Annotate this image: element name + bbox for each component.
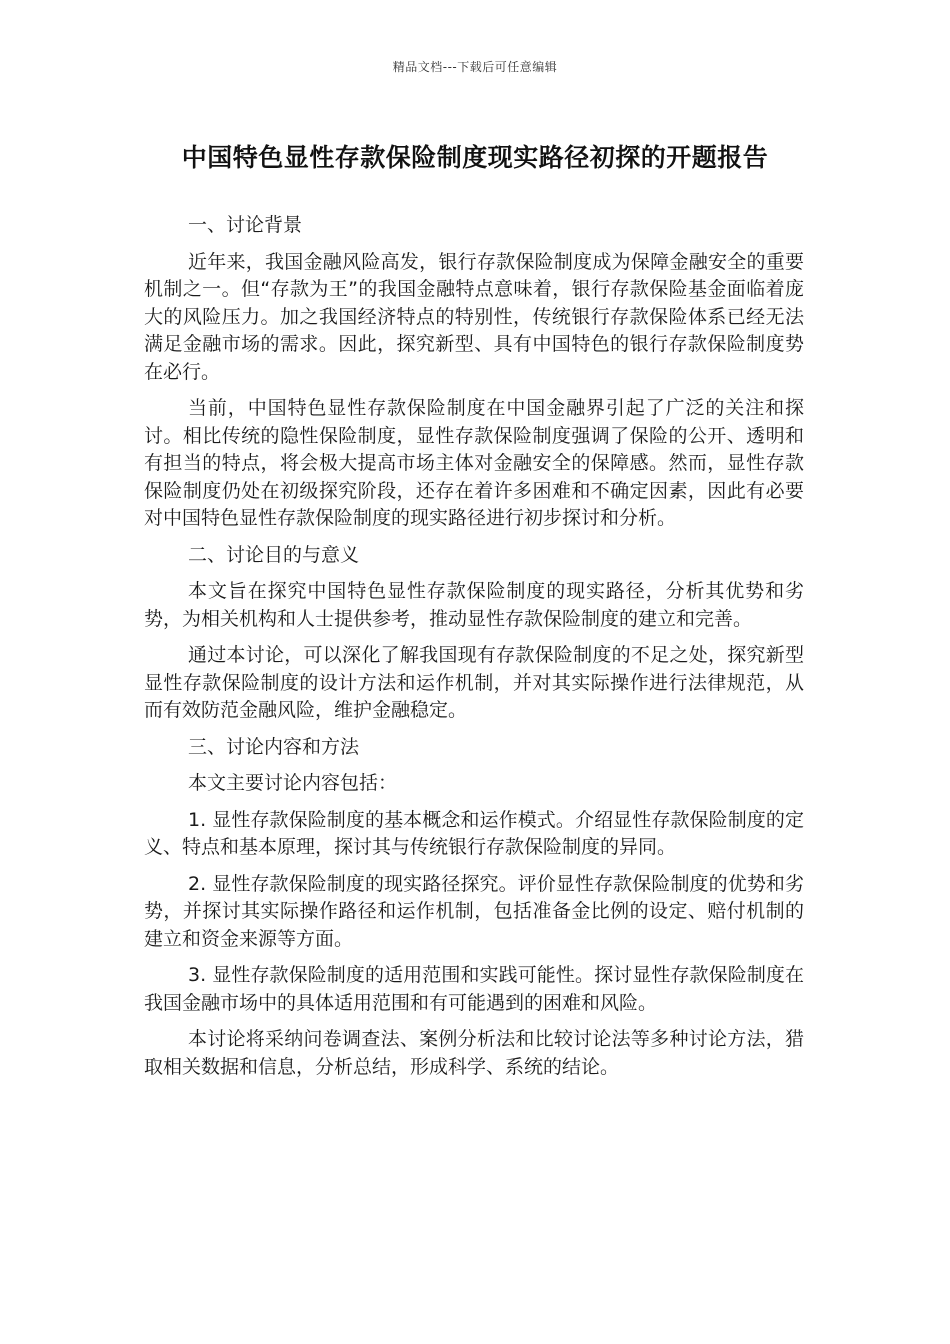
header-note: 精品文档---下载后可任意编辑 <box>392 60 558 74</box>
paragraph-purpose-2: 通过本讨论，可以深化了解我国现有存款保险制度的不足之处，探究新型显性存款保险制度的设计方法和运作机制，并对其实际操作进行法律规范，从而有效防范金融风险，维护金融稳定。 <box>144 644 804 721</box>
section-heading-purpose: 二、讨论目的与意义 <box>188 543 360 566</box>
paragraph-methods: 本讨论将采纳问卷调查法、案例分析法和比较讨论法等多种讨论方法，猎取相关数据和信息，分析总结，形成科学、系统的结论。 <box>144 1028 804 1078</box>
paragraph-background-1: 近年来，我国金融风险高发，银行存款保险制度成为保障金融安全的重要机制之一。但“存款为王”的我国金融特点意味着，银行存款保险基金面临着庞大的风险压力。加之我国经济特点的特别性，传统银行存款保险体系已经无法满足金融市场的需求。因此，探究新型、具有中国特色的银行存款保险制度势在必行。 <box>144 250 804 383</box>
paragraph-content-item-2: 2. 显性存款保险制度的现实路径探究。评价显性存款保险制度的优势和劣势，并探讨其实际操作路径和运作机制，包括准备金比例的设定、赔付机制的建立和资金来源等方面。 <box>144 872 804 950</box>
section-heading-content: 三、讨论内容和方法 <box>188 735 360 758</box>
paragraph-purpose-1: 本文旨在探究中国特色显性存款保险制度的现实路径，分析其优势和劣势，为相关机构和人士提供参考，推动显性存款保险制度的建立和完善。 <box>144 580 804 630</box>
paragraph-background-2: 当前，中国特色显性存款保险制度在中国金融界引起了广泛的关注和探讨。相比传统的隐性保险制度，显性存款保险制度强调了保险的公开、透明和有担当的特点，将会极大提高市场主体对金融安全的保障感。然而，显性存款保险制度仍处在初级探究阶段，还存在着许多困难和不确定因素，因此有必要对中国特色显性存款保险制度的现实路径进行初步探讨和分析。 <box>144 397 804 529</box>
paragraph-content-item-1: 1. 显性存款保险制度的基本概念和运作模式。介绍显性存款保险制度的定义、特点和基本原理，探讨其与传统银行存款保险制度的异同。 <box>144 808 804 858</box>
document-body <box>144 212 804 1090</box>
paragraph-content-item-3: 3. 显性存款保险制度的适用范围和实践可能性。探讨显性存款保险制度在我国金融市场中的具体适用范围和有可能遇到的困难和风险。 <box>144 964 804 1014</box>
section-heading-background: 一、讨论背景 <box>188 214 303 236</box>
document-title: 中国特色显性存款保险制度现实路径初探的开题报告 <box>181 143 769 172</box>
paragraph-content-intro: 本文主要讨论内容包括： <box>188 772 398 794</box>
